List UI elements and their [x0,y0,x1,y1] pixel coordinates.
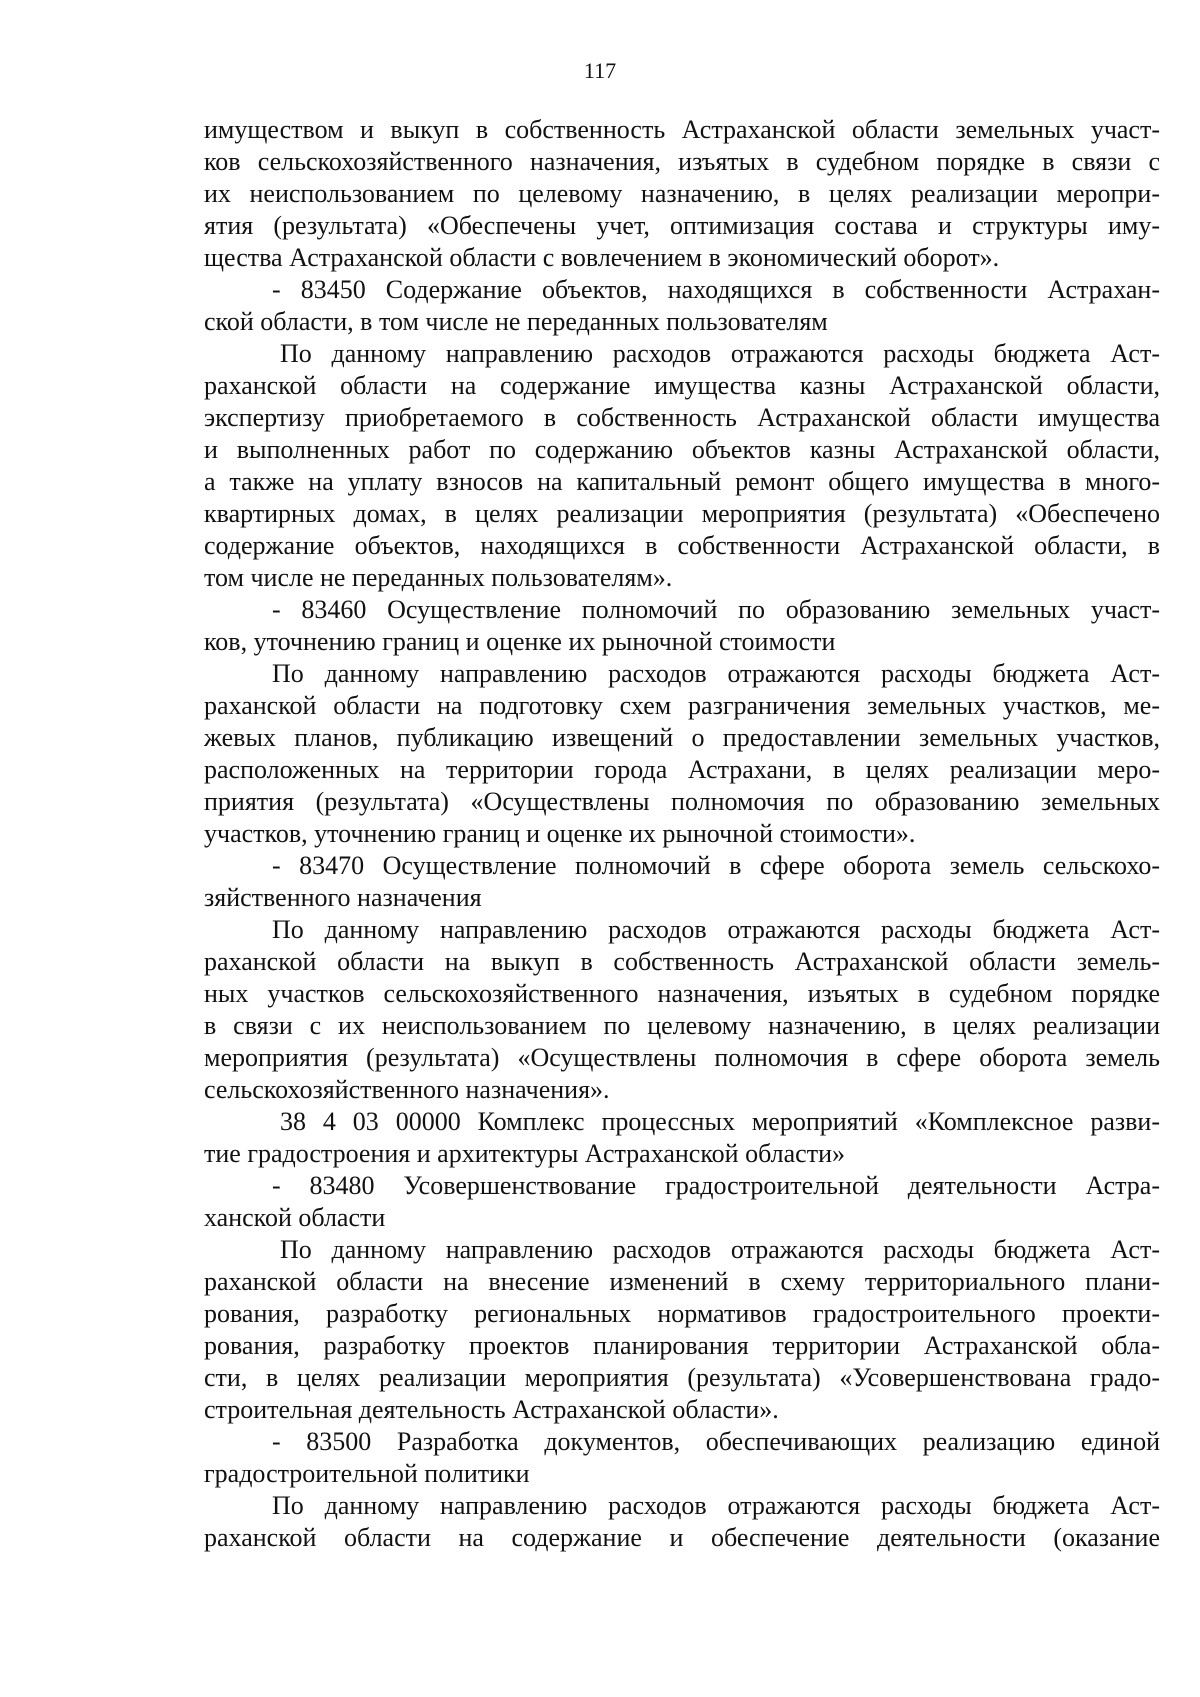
text-line: жевых планов, публикацию извещений о предоставлении земельных участков, [204,723,1160,752]
text-line: раханской области на внесение изменений в схему территориального плани- [204,1267,1160,1296]
text-line: щества Астраханской области с вовлечением в экономический оборот». [204,243,1000,272]
text-line: квартирных домах, в целях реализации мероприятия (результата) «Обеспечено [204,499,1160,528]
text-line: По данному направлению расходов отражаются расходы бюджета Аст- [280,339,1160,368]
text-line: том числе не переданных пользователям». [204,563,673,592]
text-line: ков, уточнению границ и оценке их рыночной стоимости [204,627,836,656]
text-line: а также на уплату взносов на капитальный ремонт общего имущества в много- [204,467,1160,496]
text-line: содержание объектов, находящихся в собственности Астраханской области, в [204,531,1160,560]
text-line: По данному направлению расходов отражаются расходы бюджета Аст- [272,915,1160,944]
text-line: - 83460 Осуществление полномочий по образованию земельных участ- [272,595,1160,624]
text-line: участков, уточнению границ и оценке их рыночной стоимости». [204,819,916,848]
text-line: ков сельскохозяйственного назначения, изъятых в судебном порядке в связи с [204,147,1160,176]
text-line: строительная деятельность Астраханской области». [204,1395,779,1424]
text-line: зяйственного назначения [204,883,482,912]
document-body [204,114,1160,1554]
text-line: их неиспользованием по целевому назначению, в целях реализации меропри- [204,179,1160,208]
text-line: имуществом и выкуп в собственность Астраханской области земельных участ- [204,115,1160,144]
text-line: 38 4 03 00000 Комплекс процессных мероприятий «Комплексное разви- [280,1107,1160,1136]
text-line: раханской области на выкуп в собственность Астраханской области земель- [204,947,1160,976]
text-line: раханской области на содержание и обеспечение деятельности (оказание [204,1523,1160,1552]
text-line: По данному направлению расходов отражаются расходы бюджета Аст- [272,1491,1160,1520]
text-line: приятия (результата) «Осуществлены полномочия по образованию земельных [204,787,1160,816]
text-line: рования, разработку региональных нормативов градостроительного проекти- [204,1299,1160,1328]
page-number: 117 [583,58,617,83]
text-line: раханской области на подготовку схем разграничения земельных участков, ме- [204,691,1160,720]
text-line: раханской области на содержание имущества казны Астраханской области, [204,371,1160,400]
text-line: - 83450 Содержание объектов, находящихся в собственности Астрахан- [272,275,1160,304]
text-line: тие градостроения и архитектуры Астраханской области» [204,1139,845,1168]
text-line: - 83470 Осуществление полномочий в сфере оборота земель сельскохо- [272,851,1160,880]
text-line: расположенных на территории города Астрахани, в целях реализации меро- [204,755,1160,784]
text-line: - 83500 Разработка документов, обеспечивающих реализацию единой [272,1427,1160,1456]
text-line: По данному направлению расходов отражаются расходы бюджета Аст- [272,659,1160,688]
text-line: ханской области [204,1203,386,1232]
text-line: ных участков сельскохозяйственного назначения, изъятых в судебном порядке [204,979,1160,1008]
text-line: сельскохозяйственного назначения». [204,1075,610,1104]
text-line: рования, разработку проектов планирования территории Астраханской обла- [204,1331,1160,1360]
text-line: По данному направлению расходов отражаются расходы бюджета Аст- [280,1235,1160,1264]
text-line: ской области, в том числе не переданных пользователям [204,307,828,336]
text-line: ятия (результата) «Обеспечены учет, оптимизация состава и структуры иму- [204,211,1160,240]
text-line: экспертизу приобретаемого в собственность Астраханской области имущества [204,403,1160,432]
text-line: и выполненных работ по содержанию объектов казны Астраханской области, [204,435,1160,464]
text-line: в связи с их неиспользованием по целевому назначению, в целях реализации [204,1011,1160,1040]
text-line: мероприятия (результата) «Осуществлены полномочия в сфере оборота земель [204,1043,1160,1072]
text-line: сти, в целях реализации мероприятия (результата) «Усовершенствована градо- [204,1363,1160,1392]
text-line: градостроительной политики [204,1459,530,1488]
text-line: - 83480 Усовершенствование градостроительной деятельности Астра- [272,1171,1160,1200]
